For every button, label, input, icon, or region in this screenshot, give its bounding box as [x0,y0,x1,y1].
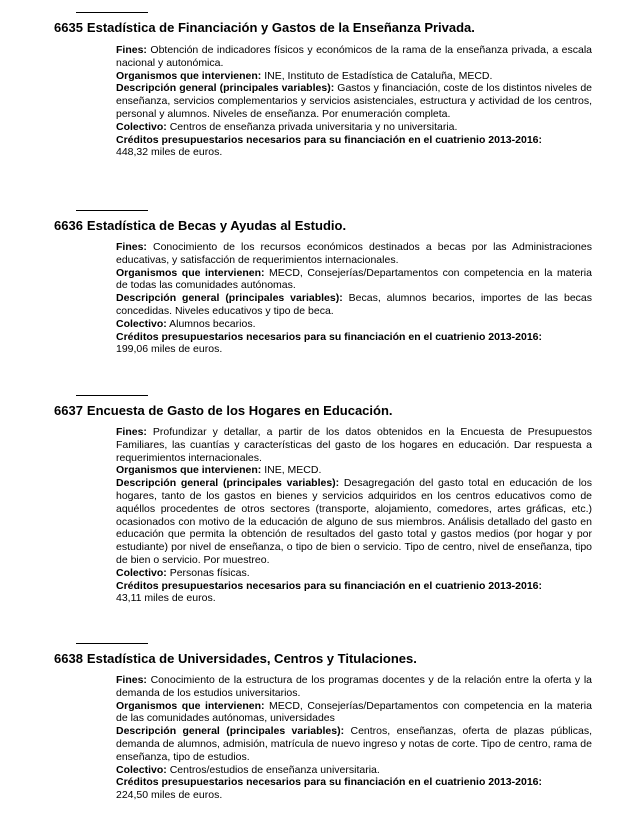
fines-line [116,674,592,700]
organismos-text: INE, MECD. [264,464,322,477]
entry-code: 6638 [54,651,83,666]
fines-label: Fines: [116,426,147,438]
colectivo-line [116,764,592,777]
colectivo-line [116,318,592,331]
colectivo-text: Centros/estudios de enseñanza universitaria. [169,763,380,776]
separator-rule [76,643,148,644]
separator-rule [76,210,148,211]
creditos-label: Créditos presupuestarios necesarios para su financiación en el cuatrienio 2013-2016: [116,330,542,343]
creditos-label: Créditos presupuestarios necesarios para su financiación en el cuatrienio 2013-2016: [116,133,542,146]
organismos-line [116,700,592,726]
organismos-text: INE, Instituto de Estadística de Cataluña, MECD. [264,69,493,82]
colectivo-label: Colectivo: [116,566,167,579]
fines-text: Obtención de indicadores físicos y económicos de la rama de la enseñanza privada, a escala nacional y autonómica. [116,44,592,69]
fines-text: Conocimiento de la estructura de los programas docentes y de la relación entre la oferta y la demanda de los estudios universitarios. [116,674,592,699]
colectivo-label: Colectivo: [116,120,167,133]
creditos-line [116,331,592,344]
entry-details [116,44,592,159]
descripcion-line [116,82,592,120]
fines-label: Fines: [116,241,147,253]
entry-details [116,426,592,605]
creditos-value: 224,50 miles de euros. [116,789,223,802]
entry-title: Estadística de Becas y Ayudas al Estudio. [86,218,347,233]
descripcion-text: Desagregación del gasto total en educación de los hogares, tanto de los gastos en bienes y servicios adquiridos en los centros educativos como de aquéllos procedentes de otros sectores (transporte, alojamiento, comedores, artes gráficas, etc.) ocasionados con motivo de la educación de alguno de sus miembros. Análisis detallado del gasto en educación que permita la obtención de resultados del gasto total y gastos medios (por hogar y por estudiante) por nivel de enseñanza, o tipo de bien o servicio. Tipo de centro, nivel de enseñanza, tipo de bien o servicio. Por muestreo. [116,477,592,566]
fines-label: Fines: [116,674,147,686]
descripcion-label: Descripción general (principales variables): [116,725,345,738]
organismos-label: Organismos que intervienen: [116,464,262,477]
descripcion-text: Centros, enseñanzas, oferta de plazas públicas, demanda de alumnos, admisión, matrícula de nuevo ingreso y notas de corte. Tipo de centro, rama de enseñanza, tipo de estudios. [116,725,593,763]
creditos-value: 448,32 miles de euros. [116,146,223,159]
fines-label: Fines: [116,44,147,56]
descripcion-text: Becas, alumnos becarios, importes de las becas concedidas. Niveles educativos y tipo de beca. [116,292,592,317]
descripcion-label: Descripción general (principales variables): [116,82,335,95]
creditos-label: Créditos presupuestarios necesarios para su financiación en el cuatrienio 2013-2016: [116,776,542,789]
organismos-text: MECD, Consejerías/Departamentos con competencia en la materia de las comunidades autónomas, universidades [116,699,592,725]
descripcion-line [116,725,592,763]
colectivo-text: Alumnos becarios. [169,317,256,330]
descripcion-label: Descripción general (principales variables): [116,292,343,305]
creditos-line [116,776,592,789]
entry-details [116,241,592,356]
entry-heading [54,403,393,419]
fines-text: Profundizar y detallar, a partir de los datos obtenidos en la Encuesta de Presupuestos Familiares, las cuantías y características del gasto de los hogares en educación. Dar respuesta a requerimientos internacionales. [116,426,592,464]
colectivo-text: Centros de enseñanza privada universitaria y no universitaria. [169,120,458,133]
entry-heading [54,218,346,234]
entry-code: 6636 [54,218,83,233]
entry-title: Estadística de Universidades, Centros y Titulaciones. [86,651,417,666]
colectivo-line [116,567,592,580]
creditos-value: 199,06 miles de euros. [116,343,223,356]
organismos-line [116,70,592,83]
colectivo-label: Colectivo: [116,763,167,776]
creditos-value: 43,11 miles de euros. [116,592,216,605]
organismos-label: Organismos que intervienen: [116,266,265,279]
separator-rule [76,395,148,396]
descripcion-line [116,477,592,567]
entry-code: 6637 [54,403,83,418]
creditos-label: Créditos presupuestarios necesarios para su financiación en el cuatrienio 2013-2016: [116,579,542,592]
entry-details [116,674,592,802]
creditos-line [116,134,592,147]
descripcion-line [116,292,592,318]
organismos-text: MECD, Consejerías/Departamentos con competencia en la materia de todas las comunidades autónomas. [116,266,592,292]
separator-rule [76,12,148,13]
entry-code: 6635 [54,20,83,35]
colectivo-line [116,121,592,134]
entry-heading [54,651,417,667]
organismos-line [116,464,592,477]
descripcion-label: Descripción general (principales variables): [116,477,340,490]
colectivo-label: Colectivo: [116,317,167,330]
entry-title: Encuesta de Gasto de los Hogares en Educación. [86,403,393,418]
organismos-label: Organismos que intervienen: [116,69,262,82]
entry-heading [54,20,475,36]
entry-title: Estadística de Financiación y Gastos de la Enseñanza Privada. [86,20,475,35]
organismos-line [116,267,592,293]
fines-line [116,44,592,70]
fines-text: Conocimiento de los recursos económicos destinados a becas por las Administraciones educativas, y satisfacción de requerimientos internacionales. [116,241,592,266]
descripcion-text: Gastos y financiación, coste de los distintos niveles de enseñanza, servicios complementarios y servicios asistenciales, estructura y actividad de los centros, personal y alumnos. Niveles de enseñanza. Por enumeración completa. [116,82,592,120]
colectivo-text: Personas físicas. [169,566,250,579]
creditos-line [116,580,592,593]
fines-line [116,241,592,267]
fines-line [116,426,592,464]
organismos-label: Organismos que intervienen: [116,699,265,712]
